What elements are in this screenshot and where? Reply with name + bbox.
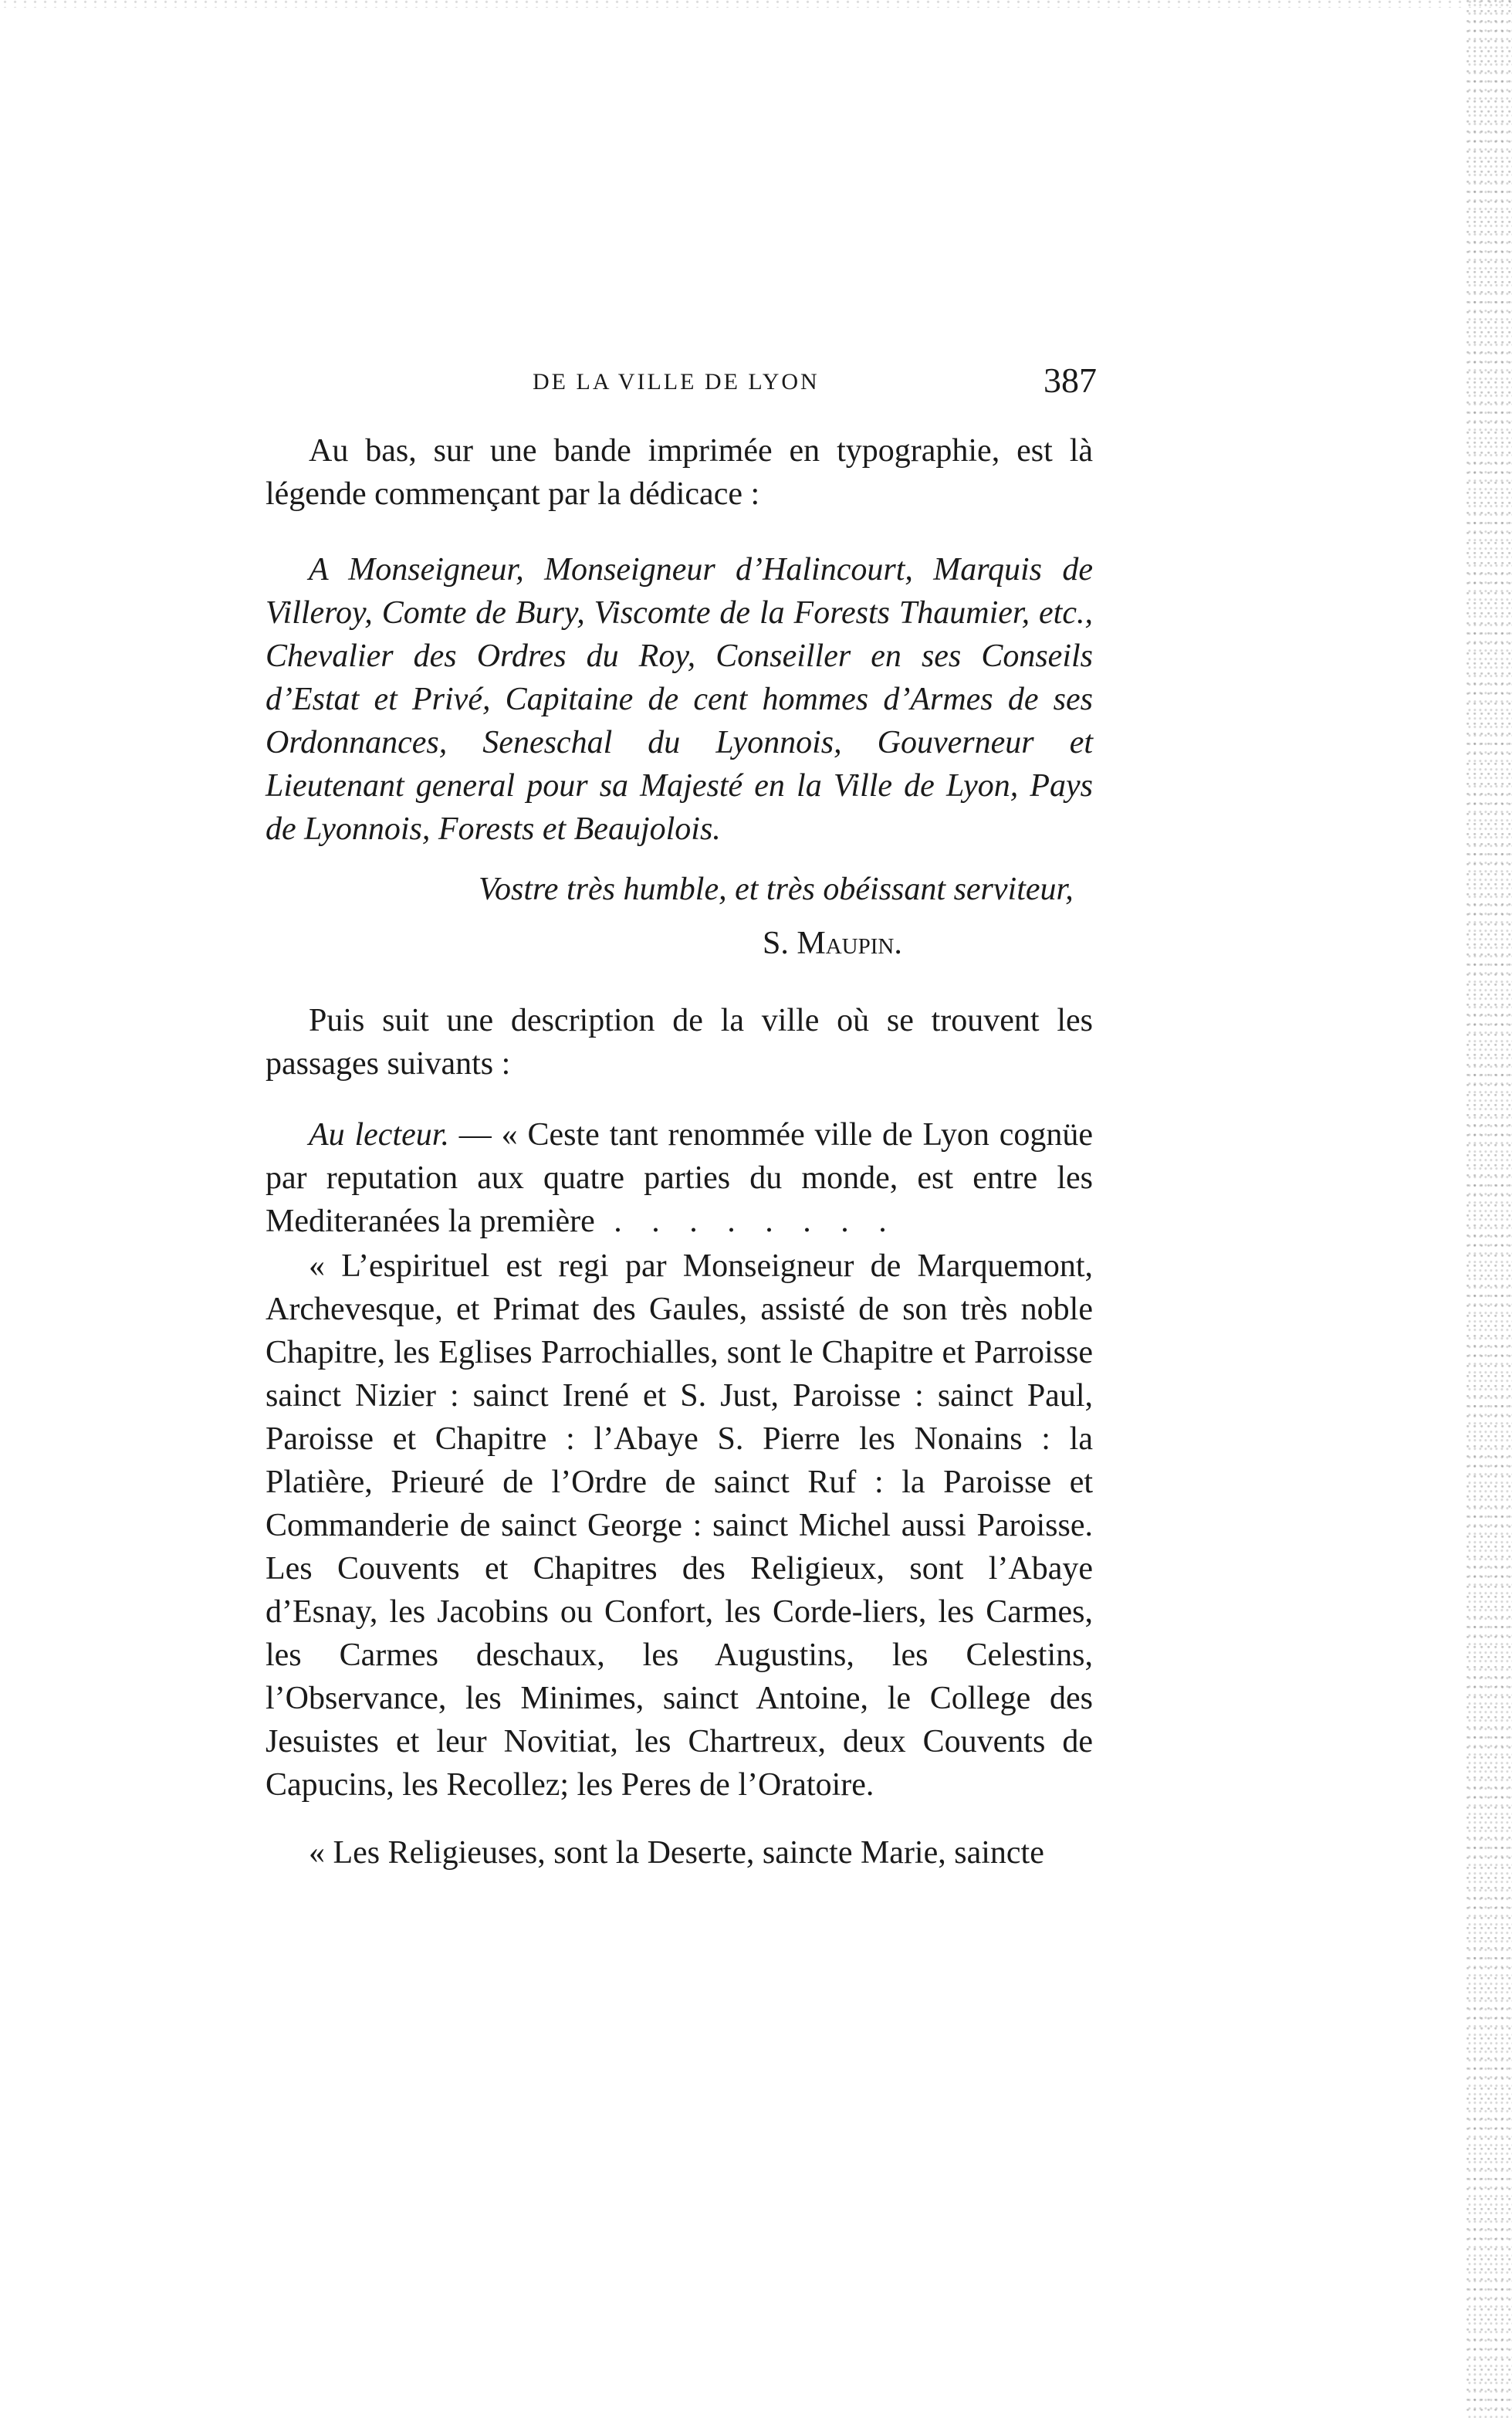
- ellipsis-dots: . . . . . . . .: [594, 1204, 898, 1239]
- description-intro-paragraph: Puis suit une description de la ville où se trouvent les passages suivants :: [266, 1003, 1093, 1082]
- dedication-paragraph: A Monseigneur, Monseigneur d’Halincourt, Marquis de Villeroy, Comte de Bury, Viscomte de la Forests Thaumier, etc., Chevalier des Ordres du Roy, Conseiller en ses Conseils d’Estat et Privé, Capitaine de cent hommes d’Armes de ses Ordonnances, Seneschal du Lyonnois, Gouverneur et Lieutenant general pour sa Majesté en la Ville de Lyon, Pays de Lyonnois, Forests et Beaujolois.: [266, 552, 1093, 847]
- au-lecteur-paragraph: [266, 1113, 1093, 1243]
- au-lecteur-text: — « Ceste tant renommée ville de Lyon cognüe par reputation aux quatre parties du monde, est entre les Mediteranées la première: [266, 1117, 1093, 1239]
- spirituel-paragraph: « L’espirituel est regi par Monseigneur de Marquemont, Archevesque, et Primat des Gaules, assisté de son très noble Chapitre, les Eglises Parrochialles, sont le Chapitre et Parroisse sainct Nizier : sainct Irené et S. Just, Paroisse : sainct Paul, Paroisse et Chapitre : l’Abaye S. Pierre les Nonains : la Platière, Prieuré de l’Ordre de sainct Ruf : la Paroisse et Commanderie de sainct George : sainct Michel aussi Paroisse. Les Couvents et Chapitres des Religieux, sont l’Abaye d’Esnay, les Jacobins ou Confort, les Corde-liers, les Carmes, les Carmes deschaux, les Augustins, les Celestins, l’Observance, les Minimes, sainct Antoine, le College des Jesuistes et leur Novitiat, les Chartreux, deux Couvents de Capucins, les Recollez; les Peres de l’Oratoire.: [266, 1248, 1093, 1803]
- religieuses-paragraph: « Les Religieuses, sont la Deserte, saincte Marie, saincte: [309, 1835, 1044, 1871]
- scan-noise-edge: [1466, 0, 1512, 2418]
- intro-paragraph: Au bas, sur une bande imprimée en typographie, est là légende commençant par la dédicace :: [266, 433, 1093, 512]
- signature-name: Maupin.: [797, 926, 902, 961]
- signature: [763, 922, 902, 965]
- running-head: DE LA VILLE DE LYON: [533, 369, 820, 395]
- au-lecteur-label: Au lecteur.: [309, 1117, 449, 1153]
- signature-initial: S.: [763, 926, 797, 961]
- closing-line: Vostre très humble, et très obéissant serviteur,: [479, 872, 1074, 907]
- page-number: 387: [1044, 361, 1097, 400]
- scan-noise-top: [0, 0, 1512, 8]
